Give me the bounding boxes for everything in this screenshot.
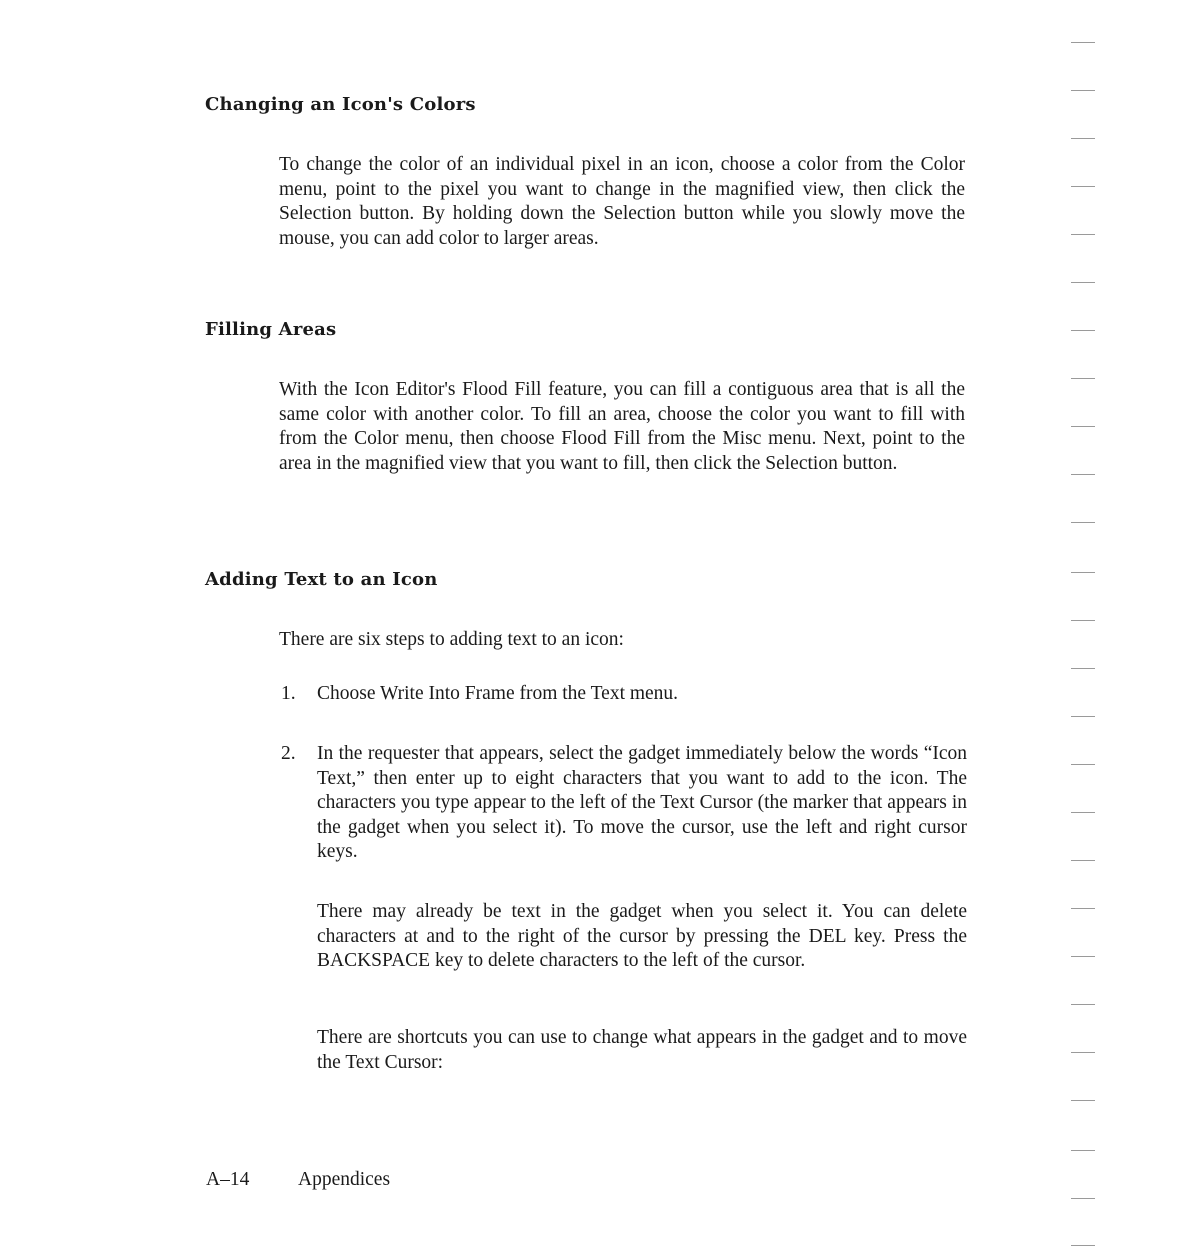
section-heading-text: Adding Text to an Icon bbox=[205, 569, 438, 590]
margin-tick bbox=[1071, 1052, 1095, 1053]
margin-tick bbox=[1071, 378, 1095, 379]
step-note: There may already be text in the gadget when you select it. You can delete characters at and to the right of the cursor by pressing the DEL key. Press the BACKSPACE key to delete characters to the left of the cursor. bbox=[317, 901, 967, 972]
text-intro: There are six steps to adding text to an icon: bbox=[279, 629, 624, 650]
margin-tick bbox=[1071, 474, 1095, 475]
margin-tick bbox=[1071, 42, 1095, 43]
filling-paragraph: With the Icon Editor's Flood Fill feature, you can fill a contiguous area that is all the same color with another color. To fill an area, choose the color you want to fill with from the Color menu, then choose Flood Fill from the Misc menu. Next, point to the area in the magnified view that you want to fill, then click the Selection button. bbox=[279, 379, 965, 474]
step-number: 2. bbox=[281, 743, 296, 764]
margin-tick bbox=[1071, 282, 1095, 283]
page-number: A–14 bbox=[206, 1169, 250, 1190]
section-heading-filling: Filling Areas bbox=[205, 319, 337, 340]
margin-tick bbox=[1071, 1100, 1095, 1101]
margin-tick bbox=[1071, 1245, 1095, 1246]
margin-tick bbox=[1071, 716, 1095, 717]
margin-tick bbox=[1071, 572, 1095, 573]
margin-tick bbox=[1071, 764, 1095, 765]
margin-tick bbox=[1071, 186, 1095, 187]
step-text: In the requester that appears, select the gadget immediately below the words “Icon Text,” then enter up to eight characters that you want to add to the icon. The characters you type appear to the left of the Text Cursor (the marker that appears in the gadget when you select it). To move the cursor, use the left and right cursor keys. bbox=[317, 743, 967, 863]
margin-tick bbox=[1071, 908, 1095, 909]
margin-tick bbox=[1071, 234, 1095, 235]
step-note: There are shortcuts you can use to change what appears in the gadget and to move the Text Cursor: bbox=[317, 1027, 967, 1073]
margin-tick bbox=[1071, 426, 1095, 427]
section-heading-colors: Changing an Icon's Colors bbox=[205, 94, 476, 115]
step-text: Choose Write Into Frame from the Text menu. bbox=[317, 683, 679, 704]
margin-tick bbox=[1071, 330, 1095, 331]
margin-tick bbox=[1071, 90, 1095, 91]
step-number: 1. bbox=[281, 683, 296, 704]
margin-tick bbox=[1071, 620, 1095, 621]
margin-tick bbox=[1071, 138, 1095, 139]
margin-tick bbox=[1071, 1198, 1095, 1199]
margin-tick bbox=[1071, 956, 1095, 957]
margin-tick bbox=[1071, 1150, 1095, 1151]
footer-section-title: Appendices bbox=[298, 1169, 391, 1190]
margin-tick bbox=[1071, 812, 1095, 813]
margin-tick bbox=[1071, 668, 1095, 669]
margin-tick bbox=[1071, 860, 1095, 861]
margin-tick bbox=[1071, 522, 1095, 523]
colors-paragraph: To change the color of an individual pixel in an icon, choose a color from the Color menu, point to the pixel you want to change in the magnified view, then click the Selection button. By holding down the Selection button while you slowly move the mouse, you can add color to larger areas. bbox=[279, 154, 965, 249]
margin-tick bbox=[1071, 1004, 1095, 1005]
